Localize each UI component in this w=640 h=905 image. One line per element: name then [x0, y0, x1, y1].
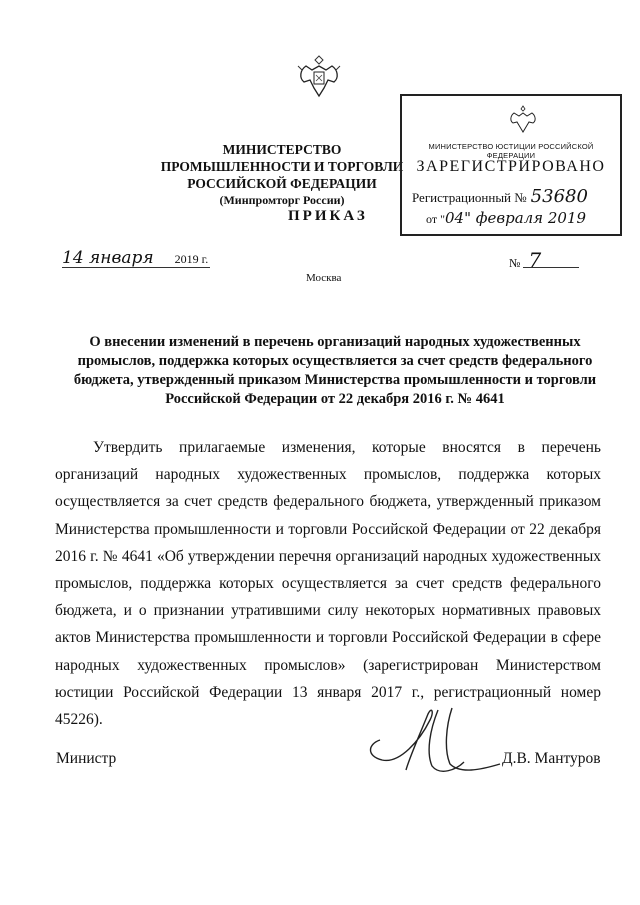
ministry-name-line1: МИНИСТЕРСТВО ПРОМЫШЛЕННОСТИ И ТОРГОВЛИ — [160, 142, 404, 174]
order-date — [62, 248, 220, 268]
order-title: О внесении изменений в перечень организаций народных художественных промыслов, поддержка которых осуществляется за счет средств федерального бюджета, утвержденный приказом Министерства промышленности и торговли Российской Федерации от 22 декабря 2016 г. № 4641 — [73, 334, 597, 407]
date-underline — [62, 267, 210, 268]
order-date-handwritten: 14 января — [62, 248, 154, 268]
stamp-date-prefix: от " — [426, 212, 445, 226]
signature-icon — [360, 700, 510, 780]
stamp-date — [426, 209, 586, 227]
stamp-emblem-icon — [508, 104, 538, 134]
order-number — [509, 248, 579, 272]
document-type: ПРИКАЗ — [288, 208, 368, 224]
ministry-short-name: (Минпромторг России) — [219, 193, 345, 207]
coat-of-arms-icon — [296, 52, 342, 100]
ministry-name-line2: РОССИЙСКОЙ ФЕДЕРАЦИИ — [187, 176, 377, 191]
stamp-reg-label: Регистрационный № — [412, 190, 527, 205]
stamp-date-value: 04" февраля 2019 — [444, 209, 587, 227]
ministry-header — [148, 141, 416, 209]
registration-stamp — [400, 94, 622, 236]
order-number-value: 7 — [528, 248, 542, 272]
stamp-reg-number — [412, 186, 588, 207]
stamp-reg-number-value: 53680 — [530, 186, 588, 207]
order-body: Утвердить прилагаемые изменения, которые вносятся в перечень организаций народных художественных промыслов, поддержка которых осуществляется за счет средств федерального бюджета, утвержденный приказом Министерства промышленности и торговли Российской Федерации от 22 декабря 2016 г. № 4641 «Об утверждении перечня организаций народных художественных промыслов, поддержка которых осуществляется за счет средств федерального бюджета, и о признании утратившими силу некоторых нормативных правовых актов Министерства промышленности и торговли Российской Федерации в сфере народных художественных промыслов» (зарегистрирован Министерством юстиции Российской Федерации 13 января 2017 г., регистрационный номер 45226). — [55, 439, 601, 729]
number-underline — [523, 267, 579, 268]
signer-position: Министр — [56, 750, 117, 767]
stamp-heading: МИНИСТЕРСТВО ЮСТИЦИИ РОССИЙСКОЙ ФЕДЕРАЦИИ — [428, 142, 594, 160]
order-number-prefix: № — [509, 256, 521, 270]
stamp-status: ЗАРЕГИСТРИРОВАНО — [416, 158, 606, 175]
order-date-year: 2019 г. — [174, 252, 209, 266]
city: Москва — [306, 272, 342, 284]
signer-name: Д.В. Мантуров — [502, 750, 601, 767]
